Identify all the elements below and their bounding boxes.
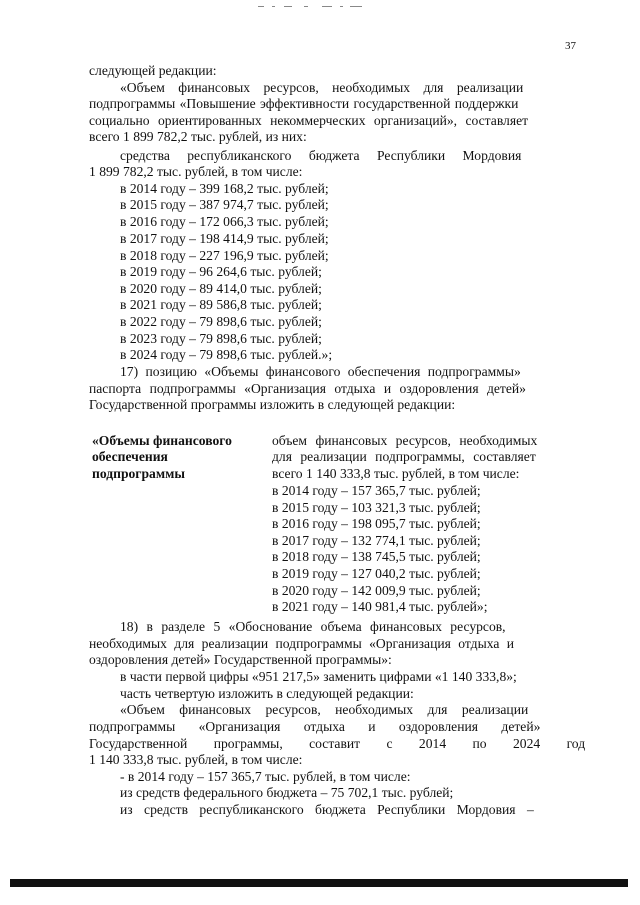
- text-line: социально ориентированных некоммерческих организаций», составляет: [89, 113, 529, 128]
- list-item: в 2018 году – 227 196,9 тыс. рублей;: [120, 248, 329, 263]
- list-item: в 2016 году – 172 066,3 тыс. рублей;: [120, 214, 329, 229]
- list-item: в 2022 году – 79 898,6 тыс. рублей;: [120, 314, 322, 329]
- list-item: в 2024 году – 79 898,6 тыс. рублей.»;: [120, 347, 333, 362]
- text-line: часть четвертую изложить в следующей редакции:: [120, 686, 414, 701]
- list-item: в 2015 году – 387 974,7 тыс. рублей;: [120, 197, 329, 212]
- list-item: в 2020 году – 89 414,0 тыс. рублей;: [120, 281, 322, 296]
- table-label: обеспечения: [92, 449, 168, 464]
- text-line: 18) в разделе 5 «Обоснование объема финансовых ресурсов,: [120, 619, 506, 634]
- text-line: «Объем финансовых ресурсов, необходимых для реализации: [120, 702, 529, 717]
- text-line: из средств федерального бюджета – 75 702,1 тыс. рублей;: [120, 785, 454, 800]
- table-value: в 2020 году – 142 009,9 тыс. рублей;: [272, 583, 481, 598]
- page-number: 37: [565, 40, 576, 52]
- scan-artifact: [258, 4, 368, 10]
- text-line: Государственной программы, составит с 2014 по 2024 год: [89, 736, 586, 751]
- table-value: в 2014 году – 157 365,7 тыс. рублей;: [272, 483, 481, 498]
- text-line: следующей редакции:: [89, 63, 217, 78]
- table-value: объем финансовых ресурсов, необходимых: [272, 433, 538, 448]
- table-value: всего 1 140 333,8 тыс. рублей, в том числе:: [272, 466, 520, 481]
- table-value: для реализации подпрограммы, составляет: [272, 449, 536, 464]
- table-value: в 2015 году – 103 321,3 тыс. рублей;: [272, 500, 481, 515]
- table-value: в 2021 году – 140 981,4 тыс. рублей»;: [272, 599, 488, 614]
- list-item: в 2023 году – 79 898,6 тыс. рублей;: [120, 331, 322, 346]
- text-line: - в 2014 году – 157 365,7 тыс. рублей, в том числе:: [120, 769, 411, 784]
- list-item: в 2019 году – 96 264,6 тыс. рублей;: [120, 264, 322, 279]
- text-line: всего 1 899 782,2 тыс. рублей, из них:: [89, 129, 307, 144]
- text-line: подпрограммы «Организация отдыха и оздоровления детей»: [89, 719, 541, 734]
- text-line: в части первой цифры «951 217,5» заменить цифрами «1 140 333,8»;: [120, 669, 517, 684]
- text-line: из средств республиканского бюджета Республики Мордовия –: [120, 802, 534, 817]
- text-line: средства республиканского бюджета Республики Мордовия: [120, 148, 522, 163]
- text-line: 1 899 782,2 тыс. рублей, в том числе:: [89, 164, 303, 179]
- text-line: паспорта подпрограммы «Организация отдыха и оздоровления детей»: [89, 381, 526, 396]
- table-value: в 2018 году – 138 745,5 тыс. рублей;: [272, 549, 481, 564]
- table-label: подпрограммы: [92, 466, 185, 481]
- scan-edge-bar: [10, 879, 628, 887]
- text-line: необходимых для реализации подпрограммы «Организация отдыха и: [89, 636, 515, 651]
- text-line: 1 140 333,8 тыс. рублей, в том числе:: [89, 752, 303, 767]
- list-item: в 2021 году – 89 586,8 тыс. рублей;: [120, 297, 322, 312]
- table-value: в 2019 году – 127 040,2 тыс. рублей;: [272, 566, 481, 581]
- text-line: оздоровления детей» Государственной программы»:: [89, 652, 392, 667]
- text-line: «Объем финансовых ресурсов, необходимых для реализации: [120, 80, 524, 95]
- table-value: в 2017 году – 132 774,1 тыс. рублей;: [272, 533, 481, 548]
- list-item: в 2014 году – 399 168,2 тыс. рублей;: [120, 181, 329, 196]
- table-label: «Объемы финансового: [92, 433, 232, 448]
- text-line: подпрограммы «Повышение эффективности государственной поддержки: [89, 96, 519, 111]
- text-line: Государственной программы изложить в следующей редакции:: [89, 397, 456, 412]
- text-line: 17) позицию «Объемы финансового обеспечения подпрограммы»: [120, 364, 521, 379]
- table-value: в 2016 году – 198 095,7 тыс. рублей;: [272, 516, 481, 531]
- list-item: в 2017 году – 198 414,9 тыс. рублей;: [120, 231, 329, 246]
